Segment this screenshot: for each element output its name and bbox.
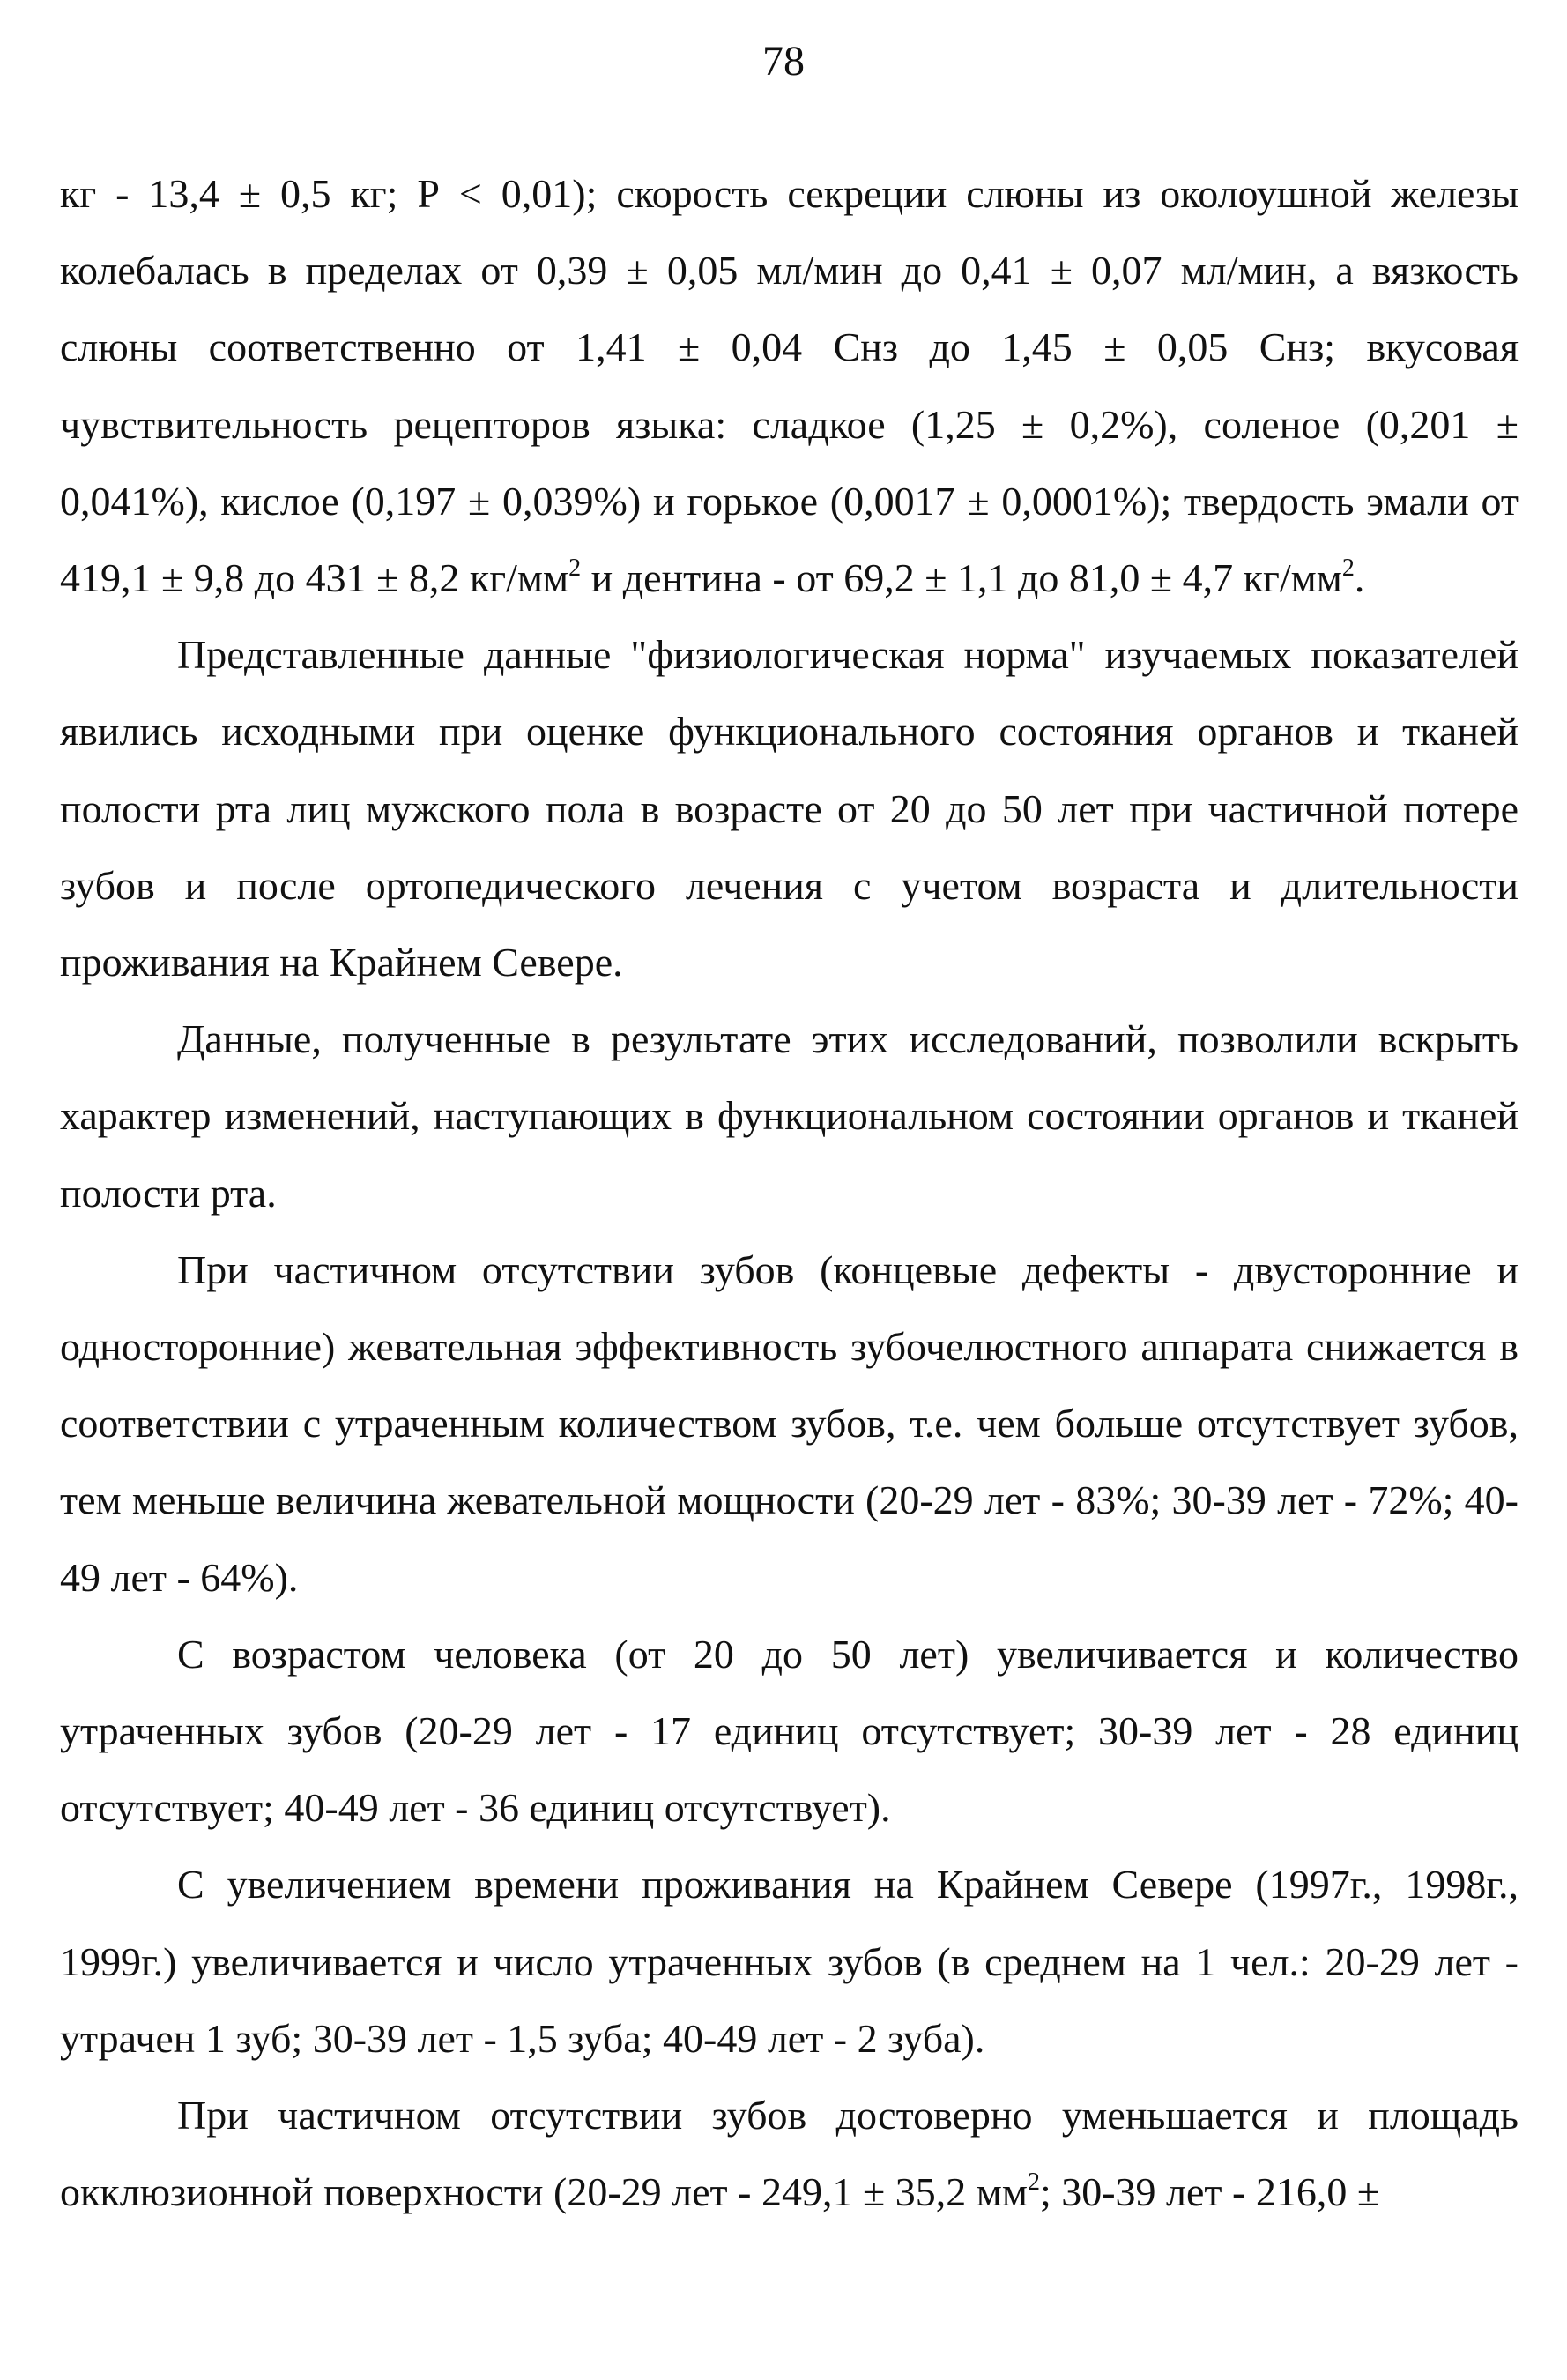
text-run: При частичном отсутствии зубов (концевые дефекты - двусторонние и односторонние) жевательная эффективность зубочелюстного аппарата снижается в соответствии с утраченным количеством зубов, т.е. чем больше отсутствует зубов, тем меньше величина жевательной мощности (20-29 лет - 83%; 30-39 лет - 72%; 40-49 лет - 64%). [60,1246,1519,1600]
text-run: и дентина - от 69,2 ± 1,1 до 81,0 ± 4,7 кг/мм [581,555,1342,601]
text-run: С возрастом человека (от 20 до 50 лет) увеличивается и количество утраченных зубов (20-29 лет - 17 единиц отсутствует; 30-39 лет - 28 единиц отсутствует; 40-49 лет - 36 единиц отсутствует). [60,1631,1519,1831]
paragraph-5 [60,1616,1519,1847]
paragraph-7 [60,2077,1519,2230]
paragraph-6 [60,1846,1519,2077]
text-run: При частичном отсутствии зубов достоверно уменьшается и площадь окклюзионной поверхности (20-29 лет - 249,1 ± 35,2 мм [60,2093,1519,2215]
text-run: С увеличением времени проживания на Крайнем Севере (1997г., 1998г., 1999г.) увеличивается и число утраченных зубов (в среднем на 1 чел.: 20-29 лет - утрачен 1 зуб; 30-39 лет - 1,5 зуба; 40-49 лет - 2 зуба). [60,1862,1519,2061]
page-body [60,155,1519,2230]
text-run: . [1354,555,1365,601]
text-run: Данные, полученные в результате этих исследований, позволили вскрыть характер изменений, наступающих в функциональном состоянии органов и тканей полости рта. [60,1016,1519,1216]
superscript-2: 2 [1027,2168,1040,2197]
paragraph-1 [60,155,1519,616]
text-run: ; 30-39 лет - 216,0 ± [1039,2169,1380,2215]
page-number: 78 [762,38,805,85]
text-run: Представленные данные "физиологическая норма" изучаемых показателей явились исходными при оценке функционального состояния органов и тканей полости рта лиц мужского пола в возрасте от 20 до 50 лет при частичной потере зубов и после ортопедического лечения с учетом возраста и длительности проживания на Крайнем Севере. [60,632,1519,985]
text-run: кг - 13,4 ± 0,5 кг; Р < 0,01); скорость секреции слюны из околоушной железы колебалась в пределах от 0,39 ± 0,05 мл/мин до 0,41 ± 0,07 мл/мин, а вязкость слюны соответственно от 1,41 ± 0,04 Снз до 1,45 ± 0,05 Снз; вкусовая чувствительность рецепторов языка: сладкое (1,25 ± 0,2%), соленое (0,201 ± 0,041%), кислое (0,197 ± 0,039%) и горькое (0,0017 ± 0,0001%); твердость эмали от 419,1 ± 9,8 до 431 ± 8,2 кг/мм [60,171,1519,601]
paragraph-3 [60,1000,1519,1231]
superscript-2: 2 [568,554,582,583]
superscript-2: 2 [1341,554,1355,583]
paragraph-4 [60,1231,1519,1616]
paragraph-2 [60,616,1519,1000]
